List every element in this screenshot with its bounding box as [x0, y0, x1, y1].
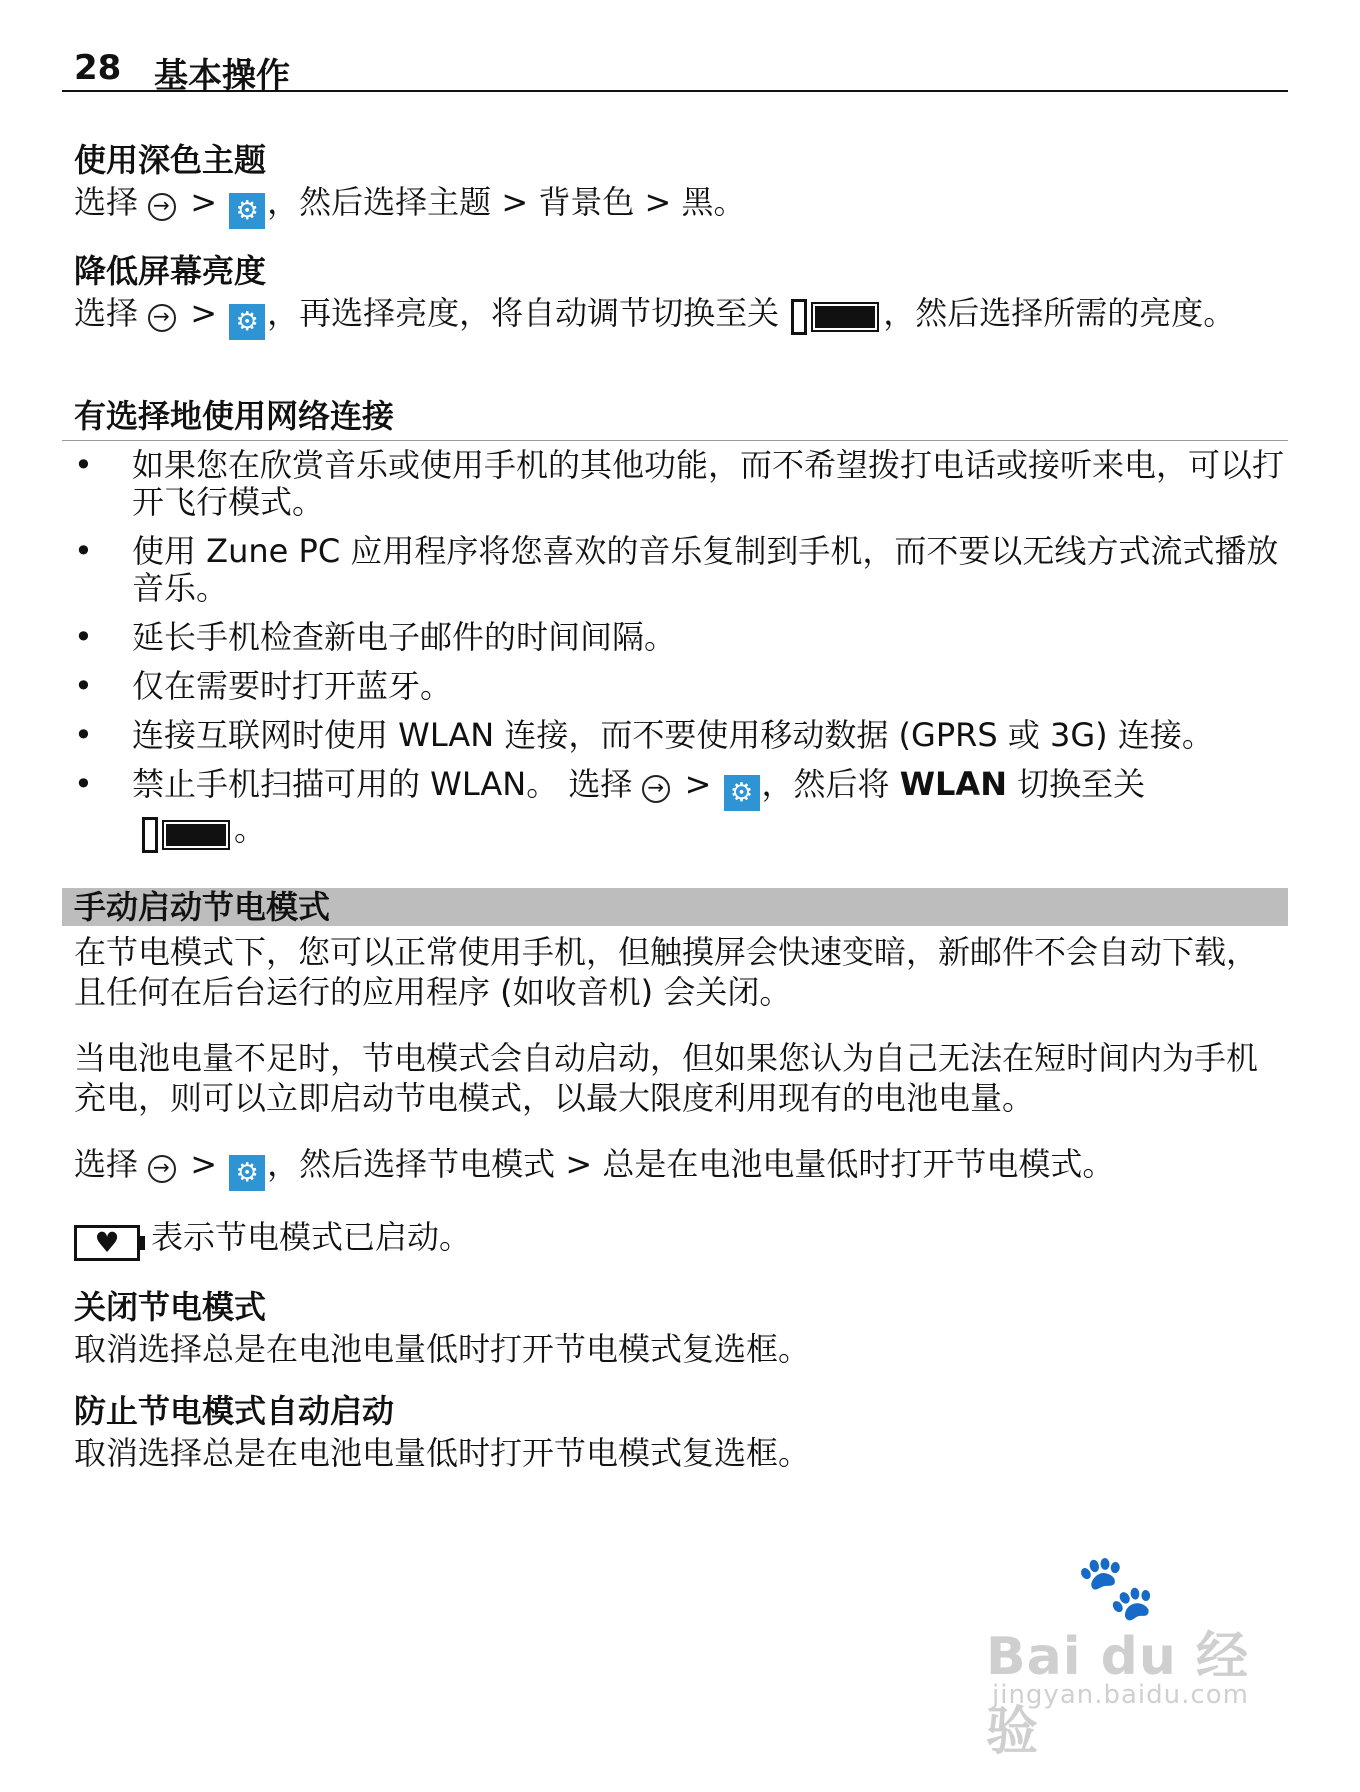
text-separator: >	[190, 294, 217, 332]
battery-saver-p1: 在节电模式下，您可以正常使用手机，但触摸屏会快速变暗，新邮件不会自动下载，且任何在后台运行的应用程序 (如收音机) 会关闭。	[74, 933, 1259, 1011]
arrow-circle-icon	[148, 193, 176, 221]
section-title-close-saver: 关闭节电模式	[74, 1288, 267, 1326]
text-steps: ，然后选择节电模式 > 总是在电池电量低时打开节电模式。	[267, 1145, 1115, 1183]
section-title-brightness: 降低屏幕亮度	[74, 252, 267, 290]
toggle-off-icon	[142, 817, 230, 854]
list-item: • 延长手机检查新电子邮件的时间间隔。	[74, 619, 1288, 656]
dark-theme-instructions	[74, 182, 1288, 229]
text-steps: ，再选择亮度，将自动调节切换至关	[267, 294, 780, 332]
arrow-circle-icon	[148, 1155, 176, 1183]
section-title-dark-theme: 使用深色主题	[74, 141, 267, 179]
settings-gear-icon: ⚙	[229, 304, 265, 340]
text-separator: >	[190, 183, 217, 221]
network-tips-list	[74, 447, 1288, 854]
battery-saver-icon: ♥	[74, 1225, 145, 1265]
wlan-text-3: 切换至关	[1017, 765, 1146, 803]
text-separator: >	[684, 765, 712, 803]
list-item: • 使用 Zune PC 应用程序将您喜欢的音乐复制到手机，而不要以无线方式流式播放音乐。	[74, 533, 1288, 607]
header-title: 基本操作	[154, 56, 290, 96]
page-header	[62, 42, 1288, 96]
settings-gear-icon: ⚙	[724, 775, 760, 811]
brightness-instructions	[74, 293, 1288, 340]
paw-icon: 🐾	[1076, 1551, 1156, 1625]
arrow-circle-icon	[642, 775, 670, 803]
page-number: 28	[74, 48, 122, 88]
list-item: • 如果您在欣赏音乐或使用手机的其他功能，而不希望拨打电话或接听来电，可以打开飞行模式。	[74, 447, 1288, 521]
section-title-battery-saver: 手动启动节电模式	[62, 888, 1288, 926]
baidu-watermark	[986, 1551, 1286, 1762]
wlan-text: 禁止手机扫描可用的 WLAN。 选择	[132, 765, 633, 803]
close-saver-text: 取消选择总是在电池电量低时打开节电模式复选框。	[74, 1330, 811, 1368]
text-select: 选择	[74, 294, 139, 332]
watermark-url: jingyan.baidu.com	[992, 1680, 1249, 1710]
battery-saver-indicator-text: 表示节电模式已启动。	[151, 1218, 472, 1256]
text-steps-end: ，然后选择所需的亮度。	[883, 294, 1236, 332]
arrow-circle-icon	[148, 304, 176, 332]
text-separator: >	[190, 1145, 217, 1183]
list-item-wlan	[74, 766, 1288, 854]
text-steps: ，然后选择主题 > 背景色 > 黑。	[267, 183, 746, 221]
wlan-text-end: 。	[234, 810, 267, 848]
section-title-network: 有选择地使用网络连接	[62, 394, 1288, 441]
text-select: 选择	[74, 1145, 139, 1183]
battery-saver-p3	[74, 1144, 1288, 1191]
toggle-off-icon	[791, 299, 879, 339]
section-title-prevent-saver: 防止节电模式自动启动	[74, 1392, 395, 1430]
settings-gear-icon: ⚙	[229, 193, 265, 229]
wlan-text-2: ，然后将	[761, 765, 890, 803]
watermark-logo-text: Bai du 经验	[986, 1627, 1249, 1762]
text-select: 选择	[74, 183, 139, 221]
battery-saver-p2: 当电池电量不足时，节电模式会自动启动，但如果您认为自己无法在短时间内为手机充电，则可以立即启动节电模式，以最大限度利用现有的电池电量。	[74, 1039, 1259, 1117]
wlan-keyword: WLAN	[899, 765, 1007, 803]
prevent-saver-text: 取消选择总是在电池电量低时打开节电模式复选框。	[74, 1434, 811, 1472]
list-item: • 仅在需要时打开蓝牙。	[74, 668, 1288, 705]
settings-gear-icon: ⚙	[229, 1155, 265, 1191]
list-item: • 连接互联网时使用 WLAN 连接，而不要使用移动数据 (GPRS 或 3G) 连接。	[74, 717, 1288, 754]
battery-saver-p4	[74, 1217, 1288, 1265]
page-content	[74, 138, 1288, 1473]
